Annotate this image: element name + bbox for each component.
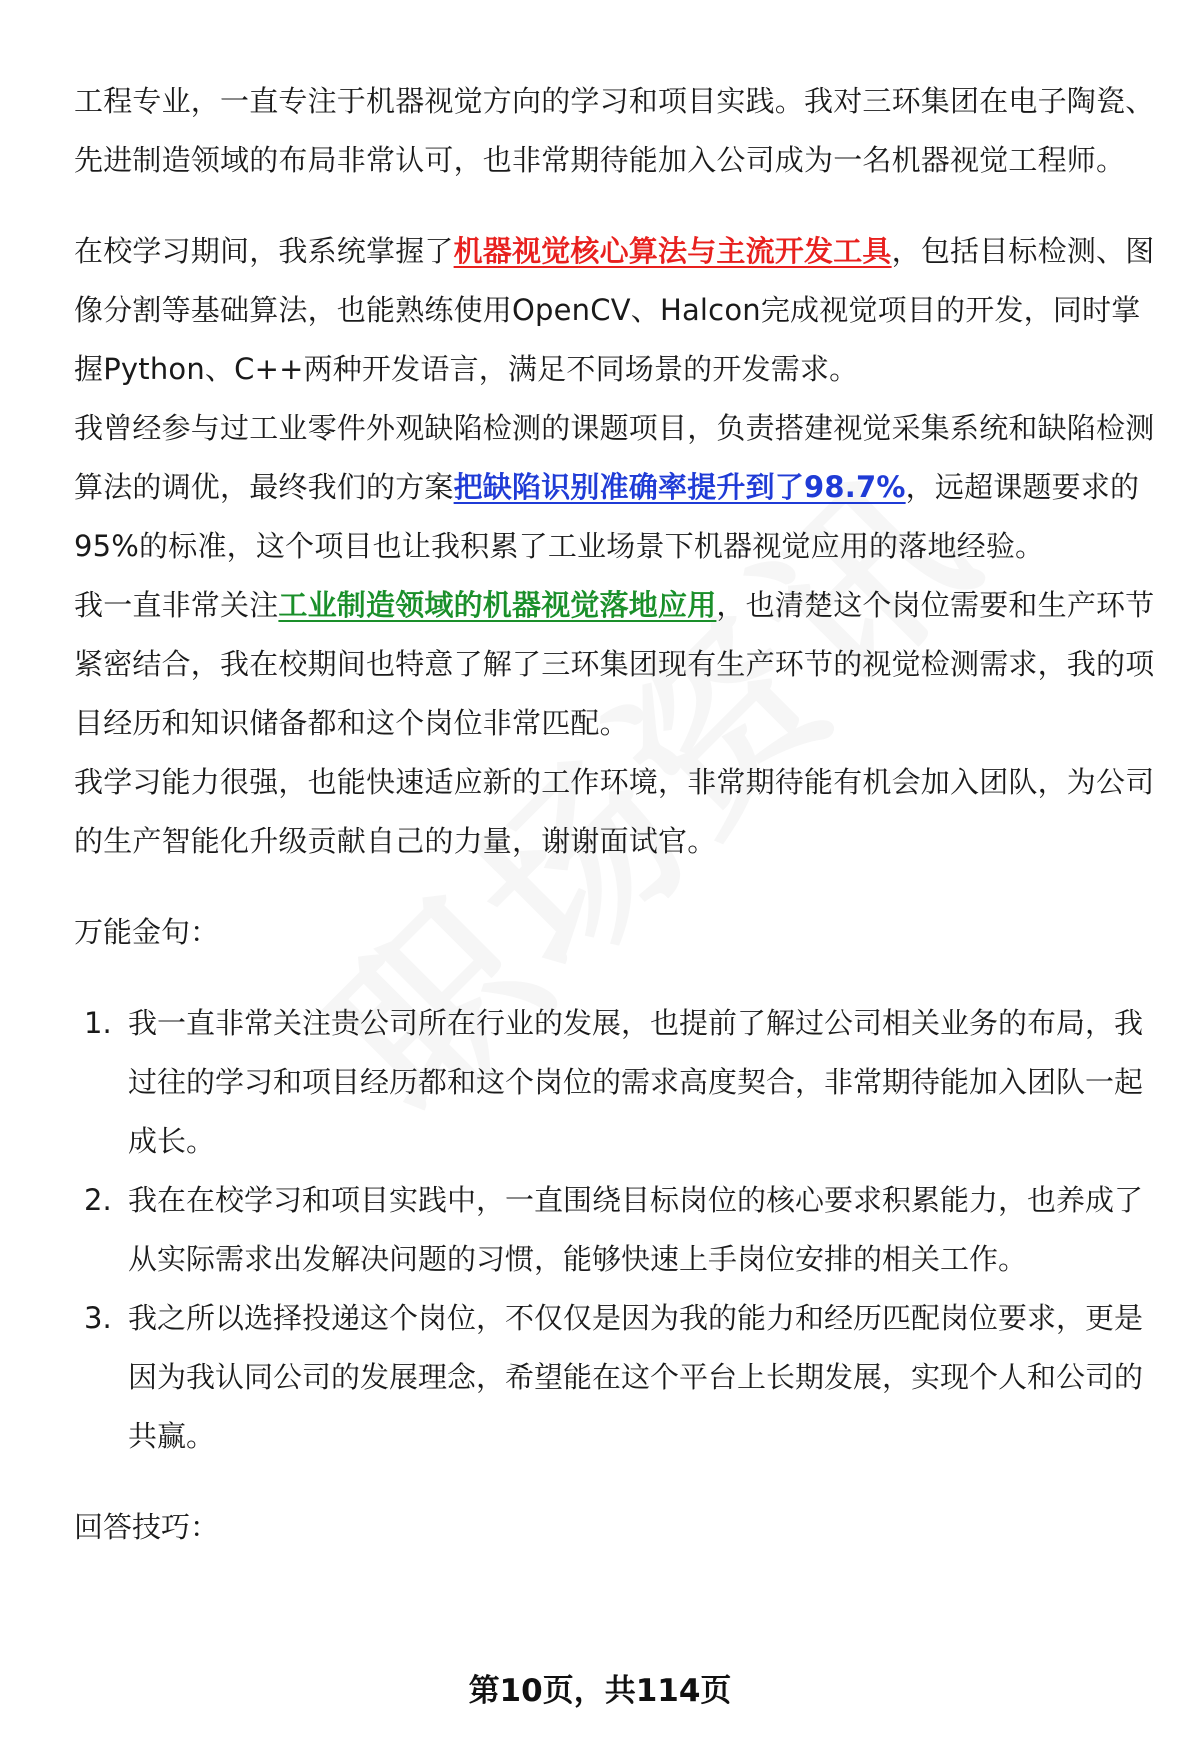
golden-sentences-list (74, 994, 1164, 1466)
paragraph-text: ，也清楚这个岗位需要和生产环节紧密结合，我在校期间也特意了解了三环集团现有生产环节的视觉检测需求，我的项目经历和知识储备都和这个岗位非常匹配。 (74, 588, 1155, 740)
list-item (74, 994, 1164, 1171)
list-item (74, 1289, 1164, 1466)
list-item-text: 我之所以选择投递这个岗位，不仅仅是因为我的能力和经历匹配岗位要求，更是因为我认同公司的发展理念，希望能在这个平台上长期发展，实现个人和公司的共赢。 (128, 1301, 1144, 1453)
paragraph-gap (74, 871, 1164, 903)
paragraph-intro (74, 72, 1164, 190)
paragraph-text: 在校学习期间，我系统掌握了 (74, 234, 454, 268)
paragraph-text: 我学习能力很强，也能快速适应新的工作环境，非常期待能有机会加入团队，为公司的生产智能化升级贡献自己的力量，谢谢面试官。 (74, 765, 1155, 858)
golden-sentences-heading: 万能金句： (74, 915, 220, 949)
paragraph-text: 我曾经参与过工业零件外观缺陷检测的课题项目，负责搭建视觉采集系统和缺陷检测算法的调优，最终我们的方案 (74, 411, 1155, 504)
list-item-text: 我在在校学习和项目实践中，一直围绕目标岗位的核心要求积累能力，也养成了从实际需求出发解决问题的习惯，能够快速上手岗位安排的相关工作。 (128, 1183, 1144, 1276)
list-number: 2. (84, 1183, 112, 1217)
highlight-accuracy: 把缺陷识别准确率提升到了98.7% (453, 470, 906, 504)
paragraph-text: ，包括目标检测、图像分割等基础算法，也能熟练使用OpenCV、Halcon完成视觉项目的开发，同时掌握Python、C++两种开发语言，满足不同场景的开发需求。 (74, 234, 1155, 386)
paragraph-skills (74, 222, 1164, 399)
list-item (74, 1171, 1164, 1289)
document-body (74, 72, 1164, 1557)
list-number: 1. (84, 1006, 112, 1040)
paragraph-project (74, 399, 1164, 576)
paragraph-industry (74, 576, 1164, 753)
page-number: 第10页，共114页 (468, 1673, 732, 1709)
paragraph-gap (74, 190, 1164, 222)
paragraph-gap (74, 962, 1164, 994)
paragraph-text: ，远超课题要求的95%的标准，这个项目也让我积累了工业场景下机器视觉应用的落地经验。 (74, 470, 1140, 563)
list-item-text: 我一直非常关注贵公司所在行业的发展，也提前了解过公司相关业务的布局，我过往的学习和项目经历都和这个岗位的需求高度契合，非常期待能加入团队一起成长。 (128, 1006, 1144, 1158)
paragraph-text: 我一直非常关注 (74, 588, 279, 622)
highlight-industry-application: 工业制造领域的机器视觉落地应用 (278, 588, 717, 622)
paragraph-gap (74, 1466, 1164, 1498)
answer-tips-heading: 回答技巧： (74, 1510, 220, 1544)
list-number: 3. (84, 1301, 112, 1335)
paragraph-closing (74, 753, 1164, 871)
highlight-core-skills: 机器视觉核心算法与主流开发工具 (453, 234, 892, 268)
paragraph-text: 工程专业，一直专注于机器视觉方向的学习和项目实践。我对三环集团在电子陶瓷、先进制造领域的布局非常认可，也非常期待能加入公司成为一名机器视觉工程师。 (74, 84, 1155, 177)
